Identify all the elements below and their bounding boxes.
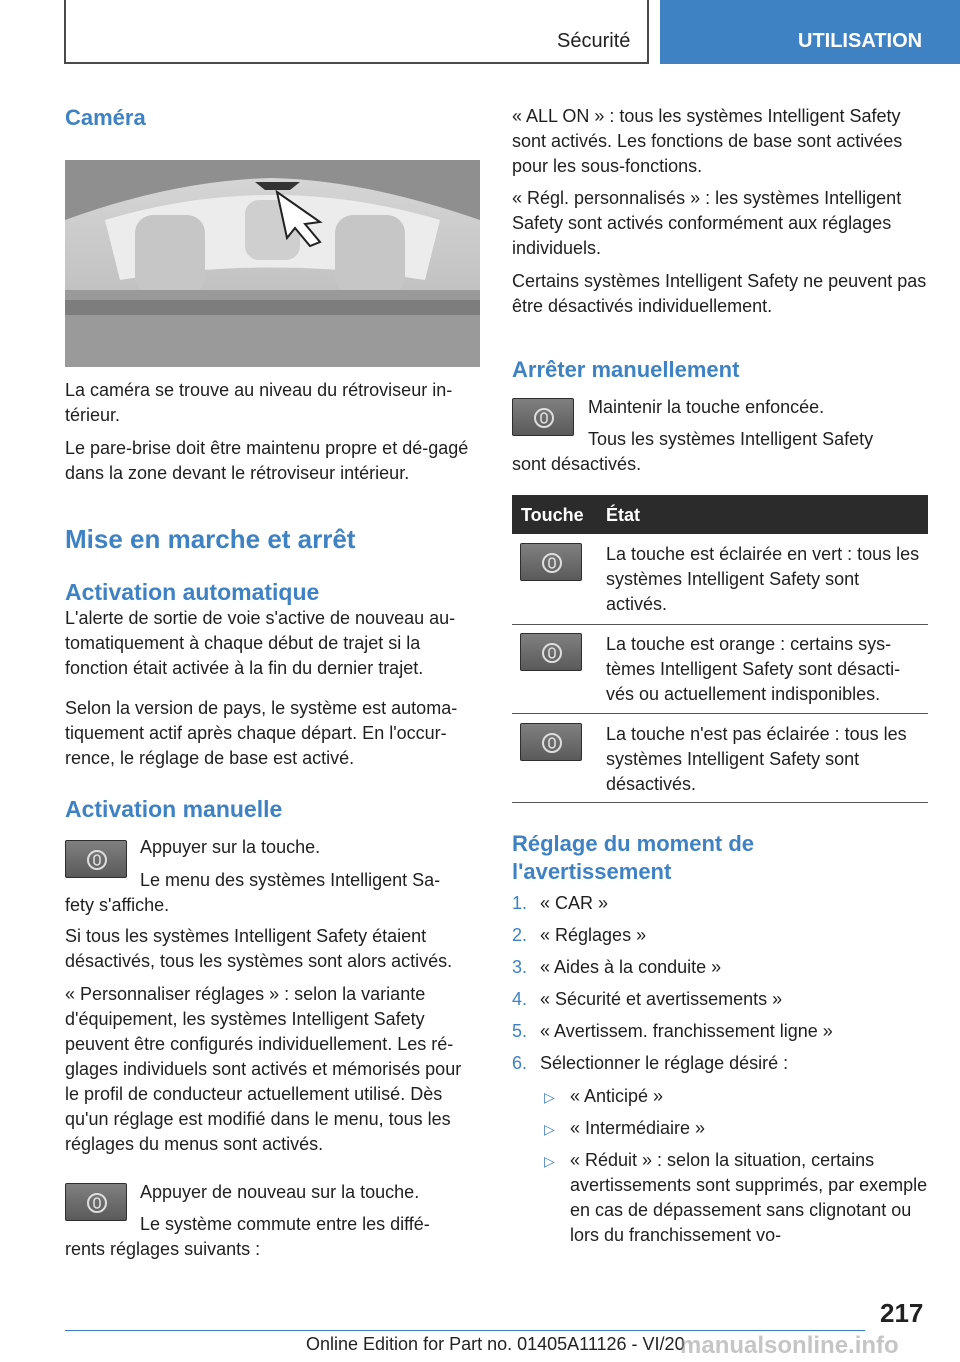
manual-text-3: Si tous les systèmes Intelligent Safety étaient désactivés, tous les systèmes sont alors activés. — [65, 926, 453, 971]
category-tab-label: UTILISATION — [798, 30, 923, 52]
some-systems-text: Certains systèmes Intelligent Safety ne peuvent pas être désactivés individuellement. — [512, 271, 927, 316]
triangle-bullet-icon: ▷ — [544, 1121, 555, 1137]
custom-text: « Régl. personnalisés » : les systèmes Intelligent Safety sont activés conformément aux réglages individuels. — [512, 188, 902, 258]
list-item: 2. « Réglages » — [512, 925, 647, 945]
footer-edition: Online Edition for Part no. 01405A11126 - VI/20 — [306, 1334, 685, 1354]
table-divider — [512, 802, 928, 803]
category-tab[interactable] — [660, 0, 960, 64]
section-tab[interactable]: Sécurité — [557, 30, 631, 52]
safety-button-icon — [65, 1183, 127, 1221]
start-stop-heading: Mise en marche et arrêt — [65, 524, 356, 554]
table-col-state: État — [606, 505, 641, 525]
button-green-icon — [520, 543, 582, 581]
all-on-text: « ALL ON » : tous les systèmes Intelligent Safety sont activés. Les fonctions de base sont activées pour les sous-fonctions. — [512, 106, 903, 176]
again-step-1: Appuyer de nouveau sur la touche. — [140, 1182, 420, 1202]
triangle-bullet-icon: ▷ — [544, 1153, 555, 1169]
button-off-icon — [520, 723, 582, 761]
sub-item: « Anticipé » — [570, 1086, 664, 1106]
list-item: 6. Sélectionner le réglage désiré : — [512, 1053, 789, 1073]
list-item: 1. « CAR » — [512, 893, 609, 913]
camera-photo — [65, 160, 480, 367]
button-orange-icon — [520, 633, 582, 671]
stop-step-2a: Tous les systèmes Intelligent Safety — [588, 429, 874, 449]
warning-heading: Réglage du moment de l'avertissement — [512, 831, 755, 884]
sub-item: « Réduit » : selon la situation, certains avertissements sont supprimés, par exemple en cas de dépassement sans clignotant ou lors du franchissement vo- — [570, 1150, 928, 1245]
table-divider — [512, 624, 928, 625]
table-row: La touche est éclairée en vert : tous les systèmes Intelligent Safety sont activés. — [606, 544, 920, 614]
manual-heading: Activation manuelle — [65, 796, 283, 822]
auto-text-1: L'alerte de sortie de voie s'active de nouveau au-tomatiquement à chaque début de trajet si la fonction était activée à la fin du dernier trajet. — [65, 608, 456, 678]
table-header — [512, 495, 928, 534]
table-divider — [512, 713, 928, 714]
auto-text-2: Selon la version de pays, le système est automa-tiquement actif après chaque départ. En l'occur-rence, le réglage de base est activé. — [65, 698, 458, 768]
safety-button-icon — [65, 840, 127, 878]
camera-text-1: La caméra se trouve au niveau du rétroviseur in-térieur. — [65, 380, 453, 425]
page-number: 217 — [880, 1298, 924, 1328]
camera-text-2: Le pare-brise doit être maintenu propre et dé-gagé dans la zone devant le rétroviseur intérieur. — [65, 438, 469, 483]
stop-step-2b: sont désactivés. — [512, 454, 642, 474]
watermark: manualsonline.info — [680, 1332, 899, 1359]
sub-item: « Intermédiaire » — [570, 1118, 706, 1138]
table-row: La touche est orange : certains sys-tèmes Intelligent Safety sont désacti-vés ou actuellement indisponibles. — [606, 634, 901, 704]
manual-step-2a: Le menu des systèmes Intelligent Sa- — [140, 870, 441, 890]
steps-list — [512, 891, 928, 1083]
auto-heading: Activation automatique — [65, 579, 320, 605]
camera-heading: Caméra — [65, 105, 146, 130]
table-col-key: Touche — [521, 505, 584, 525]
manual-step-1: Appuyer sur la touche. — [140, 837, 321, 857]
list-item: 5. « Avertissem. franchissement ligne » — [512, 1021, 833, 1041]
again-step-2a: Le système commute entre les diffé- — [140, 1214, 430, 1234]
table-row: La touche n'est pas éclairée : tous les systèmes Intelligent Safety sont désactivés. — [606, 724, 907, 794]
manual-step-2b: fety s'affiche. — [65, 895, 170, 915]
safety-button-icon — [512, 398, 574, 436]
stop-heading: Arrêter manuellement — [512, 357, 740, 382]
stop-step-1: Maintenir la touche enfoncée. — [588, 397, 825, 417]
manual-text-4: « Personnaliser réglages » : selon la variante d'équipement, les systèmes Intelligent Safety peuvent être configurés individuellement. Les ré-glages individuels sont activés et mémorisés pour le profil de conducteur actuellement utilisé. Dès qu'un réglage est modifié dans le menu, tous les réglages du menus sont activés. — [65, 984, 462, 1154]
again-step-2b: rents réglages suivants : — [65, 1239, 261, 1259]
footer-rule — [65, 1330, 865, 1331]
list-item: 3. « Aides à la conduite » — [512, 957, 722, 977]
triangle-bullet-icon: ▷ — [544, 1089, 555, 1105]
list-item: 4. « Sécurité et avertissements » — [512, 989, 783, 1009]
